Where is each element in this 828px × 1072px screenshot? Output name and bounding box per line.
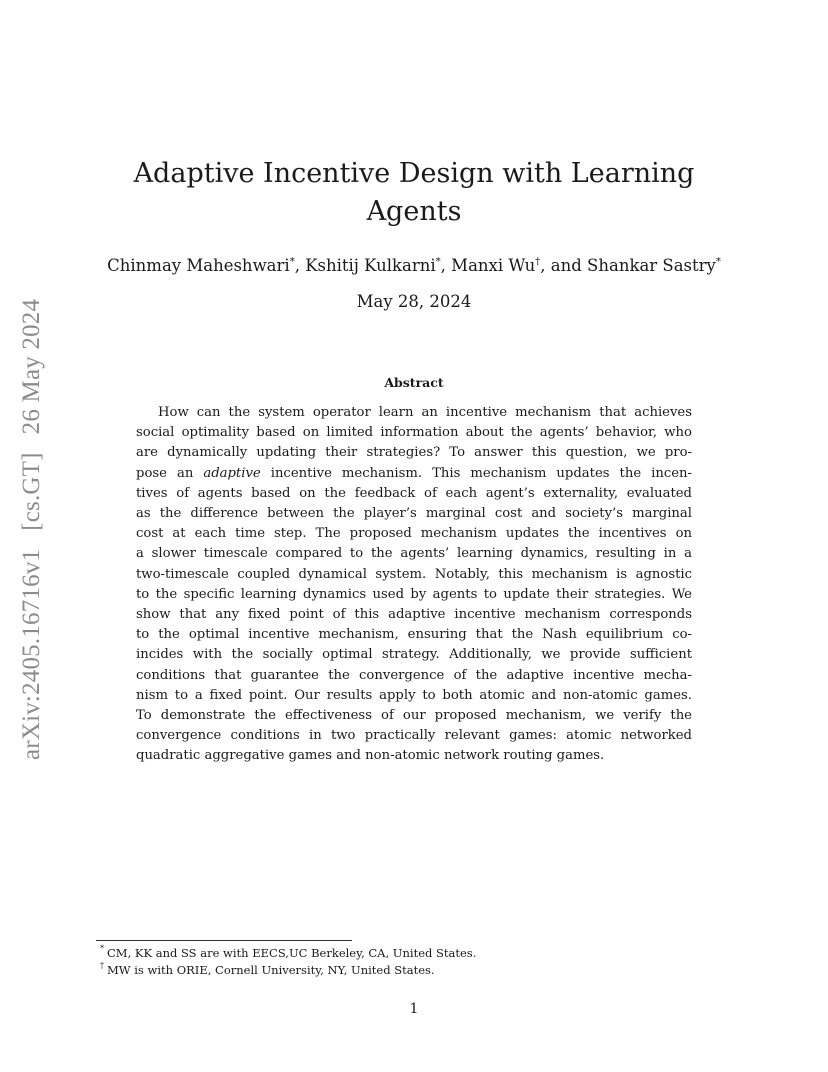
arxiv-date: 26 May 2024 <box>18 298 45 435</box>
abstract-line: to the optimal incentive mechanism, ensuring that the Nash equilibrium co- <box>136 627 692 643</box>
footnote-text: CM, KK and SS are with EECS,UC Berkeley, CA, United States. <box>107 946 477 960</box>
arxiv-id: arXiv:2405.16716v1 <box>18 548 45 760</box>
page-number: 1 <box>409 1001 419 1017</box>
footnote: † MW is with ORIE, Cornell University, NY, United States. <box>100 961 435 977</box>
abstract-line: as the difference between the player’s marginal cost and society’s marginal <box>136 506 692 522</box>
abstract-line: to the specific learning dynamics used by agents to update their strategies. We <box>136 586 692 602</box>
abstract-line: conditions that guarantee the convergence of the adaptive incentive mecha- <box>136 667 692 683</box>
footnote-text: MW is with ORIE, Cornell University, NY, United States. <box>107 963 435 977</box>
abstract-body <box>136 403 692 767</box>
abstract-line: pose an adaptive incentive mechanism. This mechanism updates the incen- <box>136 465 692 481</box>
abstract-heading: Abstract <box>384 375 444 390</box>
emphasized-term: adaptive <box>203 465 261 481</box>
abstract-line: show that any fixed point of this adaptive incentive mechanism corresponds <box>136 607 692 623</box>
abstract-line: quadratic aggregative games and non-atomic network routing games. <box>136 748 605 764</box>
abstract-line: nism to a fixed point. Our results apply to both atomic and non-atomic games. <box>136 687 692 703</box>
paper-title-line-2: Agents <box>366 196 462 227</box>
author-affiliation-mark: * <box>289 256 295 268</box>
author-affiliation-mark: * <box>435 256 441 268</box>
paper-date: May 28, 2024 <box>356 292 472 311</box>
abstract-line: cost at each time step. The proposed mechanism updates the incentives on <box>136 526 692 542</box>
author-name: Chinmay Maheshwari <box>107 256 290 275</box>
author-name: Shankar Sastry <box>587 256 716 275</box>
abstract-line: a slower timescale compared to the agents’ learning dynamics, resulting in a <box>136 546 692 562</box>
paper-title <box>100 155 728 231</box>
arxiv-category: [cs.GT] <box>18 452 45 531</box>
author-separator: , and <box>540 256 588 275</box>
author-separator: , <box>294 256 306 275</box>
author-list <box>60 255 768 277</box>
abstract-line: To demonstrate the effectiveness of our proposed mechanism, we verify the <box>136 708 692 724</box>
arxiv-identifier-stamp <box>18 299 46 760</box>
paper-title-line-1: Adaptive Incentive Design with Learning <box>133 158 695 189</box>
abstract-line: two-timescale coupled dynamical system. Notably, this mechanism is agnostic <box>136 566 692 582</box>
abstract-line: social optimality based on limited information about the agents’ behavior, who <box>136 425 692 441</box>
author-name: Kshitij Kulkarni <box>305 256 436 275</box>
abstract-line: are dynamically updating their strategies? To answer this question, we pro- <box>136 445 692 461</box>
author-separator: , <box>440 256 452 275</box>
abstract-line: incides with the socially optimal strategy. Additionally, we provide sufficient <box>136 647 692 663</box>
footnote-divider <box>96 940 352 941</box>
author-affiliation-mark: * <box>715 256 721 268</box>
abstract-line: tives of agents based on the feedback of each agent’s externality, evaluated <box>136 485 692 501</box>
abstract-line: How can the system operator learn an incentive mechanism that achieves <box>158 405 692 420</box>
footnote: * CM, KK and SS are with EECS,UC Berkeley, CA, United States. <box>100 944 477 960</box>
abstract-line: convergence conditions in two practically relevant games: atomic networked <box>136 728 692 744</box>
author-affiliation-mark: † <box>535 256 541 268</box>
author-name: Manxi Wu <box>451 256 536 275</box>
